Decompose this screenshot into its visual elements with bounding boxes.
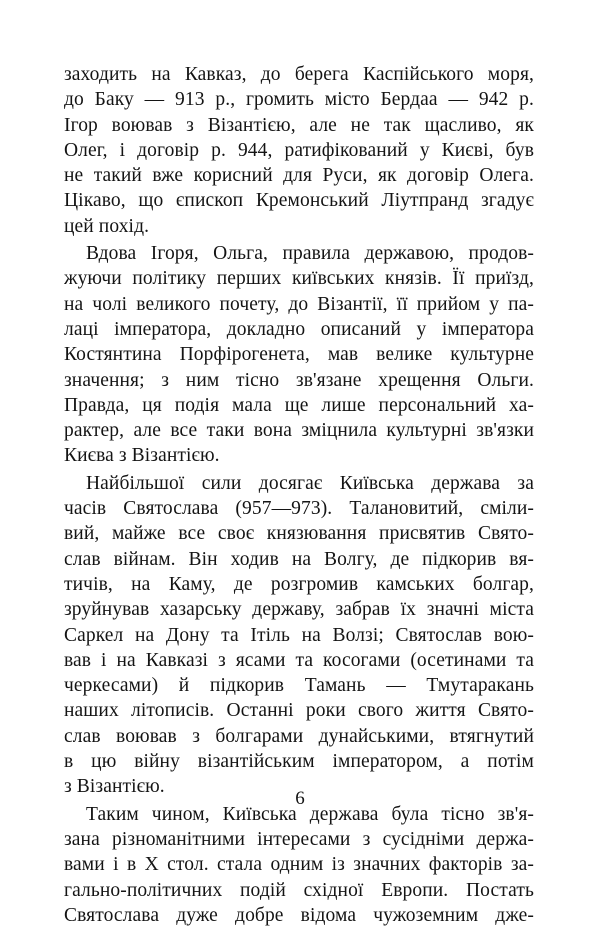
text-line: слав війнам. Він ходив на Волгу, де підкорив вя- (64, 548, 534, 570)
text-line: заходить на Кавказ, до берега Каспійського моря, (64, 64, 534, 85)
text-line: Ігор воював з Візантією, але не так щасливо, як (64, 114, 534, 136)
text-line: гально-політичних подій східної Европи. Постать (64, 879, 534, 901)
text-line: наших літописів. Останні роки свого життя Свято- (64, 700, 534, 722)
text-line: жуючи політику перших київських князів. Її приїзд, (64, 268, 534, 290)
paragraph-2 (64, 241, 534, 469)
text-line: зана різноманітними інтересами з сусідніми держа- (64, 828, 534, 850)
text-line: лаці імператора, докладно описаний у імператора (64, 318, 534, 340)
text-line: Саркел на Дону та Ітіль на Волзі; Святослав вою- (64, 624, 534, 646)
text-line: Києва з Візантією. (64, 445, 220, 467)
text-line: не такий вже корисний для Руси, як договір Олега. (64, 165, 534, 187)
text-line: слав воював з болгарами дунайськими, втягнутий (64, 725, 534, 747)
text-line: значення; з ним тісно зв'язане хрещення Ольги. (64, 369, 534, 391)
text-line: часів Святослава (957—973). Талановитий, сміли- (64, 498, 534, 520)
text-line: Найбільшої сили досягає Київська держава за (86, 472, 534, 494)
text-line: Олег, і договір р. 944, ратифікований у Києві, був (64, 139, 534, 161)
text-line: цей похід. (64, 215, 150, 237)
text-line: Святослава дуже добре відома чужоземним дже- (64, 904, 534, 926)
text-line: рактер, але все таки вона зміцнила культурні зв'язки (64, 420, 534, 442)
paragraph-3 (64, 471, 534, 800)
page-number: 6 (295, 788, 305, 809)
paragraph-4 (64, 802, 534, 928)
text-line: вий, майже все своє князювання присвятив Свято- (64, 523, 534, 545)
paragraph-1 (64, 62, 534, 239)
text-line: черкесами) й підкорив Тамань — Тмутаракань (64, 675, 534, 697)
text-line: вами і в X стол. стала одним із значних факторів за- (64, 854, 534, 876)
text-line: Цікаво, що єпископ Кремонський Ліутпранд згадує (64, 190, 534, 212)
text-line: в цю війну візантійським імператором, а потім (64, 751, 534, 773)
text-line: Костянтина Порфірогенета, мав велике культурне (64, 344, 534, 366)
text-line: зруйнував хазарську державу, забрав їх значні міста (64, 599, 534, 621)
text-line: вав і на Кавказі з ясами та косогами (осетинами та (64, 649, 534, 671)
text-line: Правда, ця подія мала ще лише персональний ха- (64, 394, 534, 416)
text-line: на чолі великого почету, до Візантії, її прийом у па- (64, 293, 534, 315)
text-line: до Баку — 913 р., громить місто Бердаа — 942 р. (64, 89, 534, 111)
text-line: з Візантією. (64, 776, 165, 798)
text-line: тичів, на Каму, де розгромив камських болгар, (64, 573, 534, 595)
text-line: Вдова Ігоря, Ольга, правила державою, продов- (86, 243, 534, 265)
text-line: Таким чином, Київська держава була тісно зв'я- (86, 803, 534, 825)
